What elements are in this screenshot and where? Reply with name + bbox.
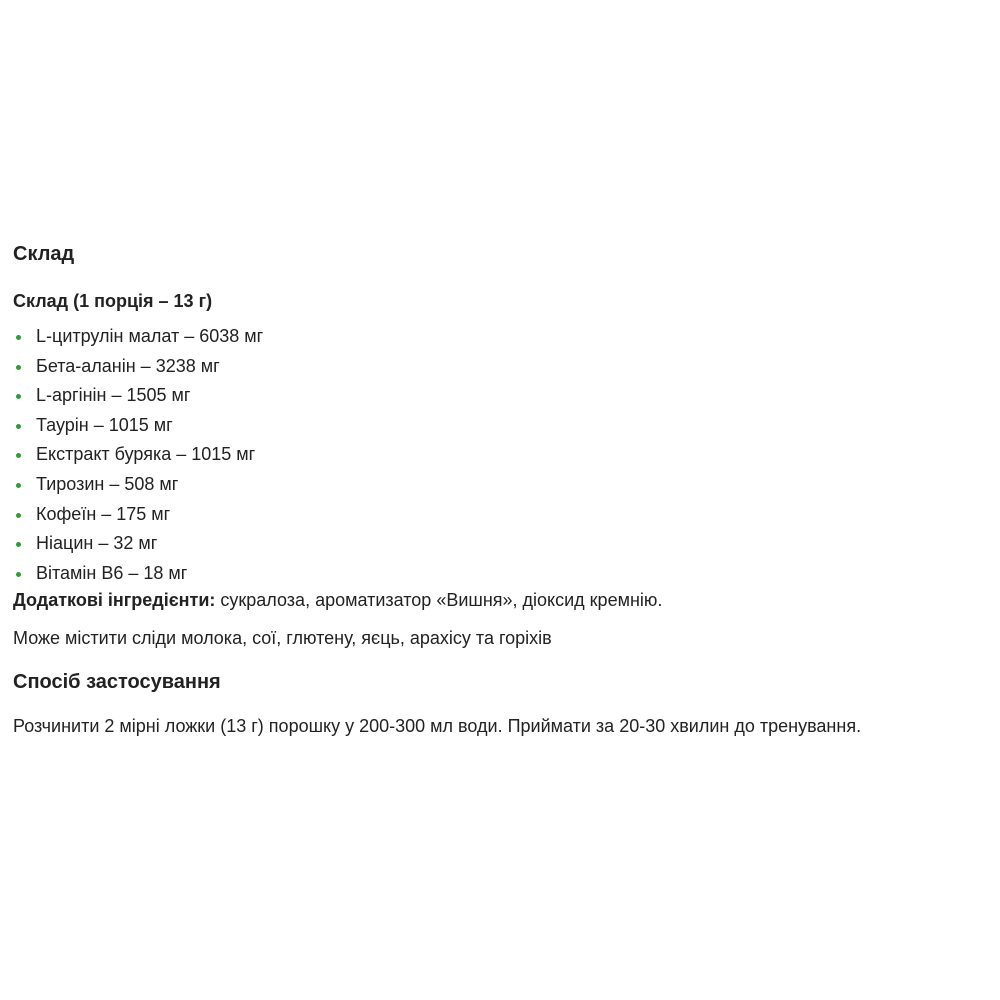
list-item <box>13 559 993 589</box>
ingredient-text: Тирозин – 508 мг <box>36 473 179 494</box>
ingredient-text: Екстракт буряка – 1015 мг <box>36 444 256 465</box>
composition-heading: Склад <box>13 243 75 265</box>
bullet-dot-icon <box>16 335 21 340</box>
allergen-traces: Може містити сліди молока, сої, глютену, яєць, арахісу та горіхів <box>13 628 552 649</box>
list-item <box>13 500 993 530</box>
ingredients-list <box>13 322 993 588</box>
usage-text: Розчинити 2 мірні ложки (13 г) порошку у 200-300 мл води. Приймати за 20-30 хвилин до тренування. <box>13 716 862 737</box>
ingredient-text: Таурін – 1015 мг <box>36 414 173 435</box>
bullet-dot-icon <box>16 453 21 458</box>
bullet-dot-icon <box>16 483 21 488</box>
list-item <box>13 440 993 470</box>
list-item <box>13 381 993 411</box>
list-item <box>13 322 993 352</box>
ingredient-text: Бета-аланін – 3238 мг <box>36 355 220 376</box>
list-item <box>13 352 993 382</box>
list-item <box>13 411 993 441</box>
product-description <box>13 240 993 738</box>
ingredient-text: Вітамін В6 – 18 мг <box>36 562 188 583</box>
usage-heading: Спосіб застосування <box>13 671 221 694</box>
additional-text: сукралоза, ароматизатор «Вишня», діоксид кремнію. <box>215 590 663 611</box>
ingredient-text: L-аргінін – 1505 мг <box>36 385 191 406</box>
bullet-dot-icon <box>16 572 21 577</box>
ingredient-text: Ніацин – 32 мг <box>36 533 158 554</box>
serving-title: Склад (1 порція – 13 г) <box>13 291 213 311</box>
bullet-dot-icon <box>16 365 21 370</box>
bullet-dot-icon <box>16 542 21 547</box>
bullet-dot-icon <box>16 513 21 518</box>
additional-label: Додаткові інгредієнти: <box>13 590 216 611</box>
ingredient-text: L-цитрулін малат – 6038 мг <box>36 326 264 346</box>
additional-ingredients <box>13 588 993 612</box>
bullet-dot-icon <box>16 424 21 429</box>
list-item <box>13 470 993 500</box>
bullet-dot-icon <box>16 394 21 399</box>
list-item <box>13 529 993 559</box>
ingredient-text: Кофеїн – 175 мг <box>36 503 171 524</box>
